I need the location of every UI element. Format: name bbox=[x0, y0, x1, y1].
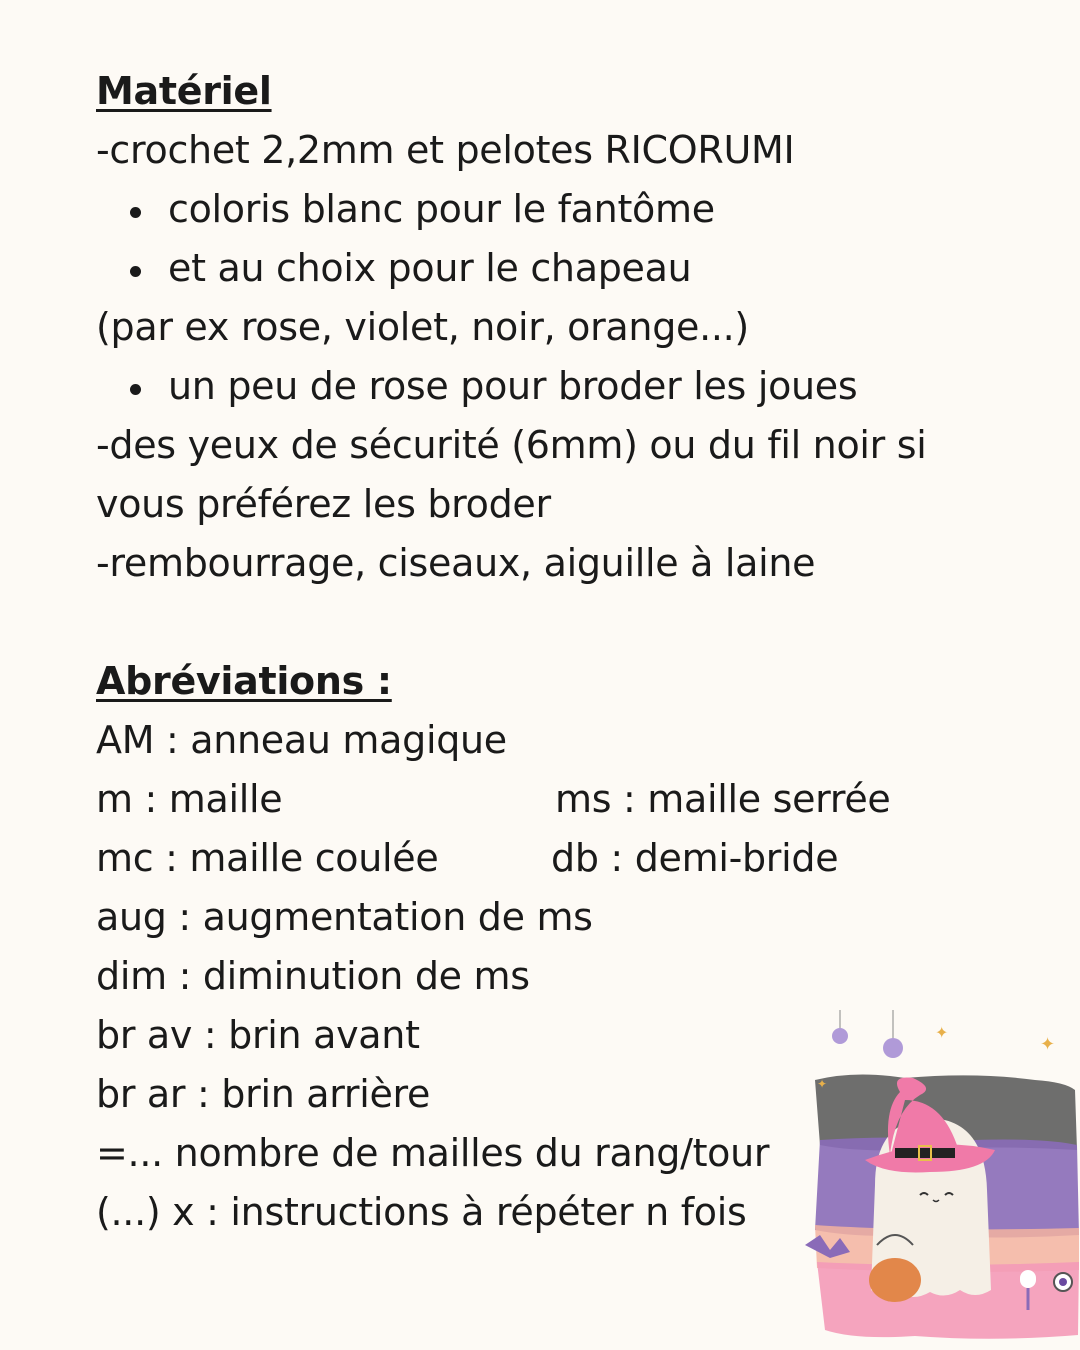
abbr-db: db : demi-bride bbox=[551, 836, 839, 880]
abbreviations-heading: Abréviations : bbox=[96, 659, 392, 703]
spider-large-icon bbox=[883, 1038, 903, 1058]
abbr-repeat: (...) x : instructions à répéter n fois bbox=[96, 1190, 747, 1234]
spider-small-icon bbox=[832, 1028, 848, 1044]
materiel-line-couleurs: (par ex rose, violet, noir, orange...) bbox=[96, 305, 749, 349]
abbr-ms: ms : maille serrée bbox=[555, 777, 891, 821]
materiel-line-broder: vous préférez les broder bbox=[96, 482, 551, 526]
abbr-mc: mc : maille coulée bbox=[96, 836, 439, 880]
abbr-row-m bbox=[96, 770, 996, 829]
svg-text:✦: ✦ bbox=[1040, 1034, 1056, 1055]
pumpkin-basket-icon bbox=[869, 1258, 921, 1302]
materiel-bullet-blanc: coloris blanc pour le fantôme bbox=[96, 180, 996, 239]
abbr-am: AM : anneau magique bbox=[96, 718, 507, 762]
materiel-line-yeux: -des yeux de sécurité (6mm) ou du fil noir si bbox=[96, 423, 927, 467]
abbr-nombre: =... nombre de mailles du rang/tour bbox=[96, 1131, 770, 1175]
abbr-dim: dim : diminution de ms bbox=[96, 954, 530, 998]
abbr-m: m : maille bbox=[96, 777, 283, 821]
witch-hat-band bbox=[895, 1148, 955, 1158]
ghost-witch-illustration-icon bbox=[795, 1000, 1080, 1350]
svg-text:✦: ✦ bbox=[817, 1077, 828, 1091]
svg-text:✦: ✦ bbox=[935, 1023, 949, 1042]
materiel-heading: Matériel bbox=[96, 69, 272, 113]
section-gap bbox=[96, 593, 996, 652]
abbr-aug: aug : augmentation de ms bbox=[96, 895, 593, 939]
abbr-brav: br av : brin avant bbox=[96, 1013, 420, 1057]
materiel-bullet-rose: un peu de rose pour broder les joues bbox=[96, 357, 996, 416]
materiel-bullet-chapeau: et au choix pour le chapeau bbox=[96, 239, 996, 298]
abbr-row-mc bbox=[96, 829, 996, 888]
abbr-brar: br ar : brin arrière bbox=[96, 1072, 431, 1116]
materiel-line-crochet: -crochet 2,2mm et pelotes RICORUMI bbox=[96, 128, 795, 172]
materiel-line-rembourrage: -rembourrage, ciseaux, aiguille à laine bbox=[96, 541, 816, 585]
